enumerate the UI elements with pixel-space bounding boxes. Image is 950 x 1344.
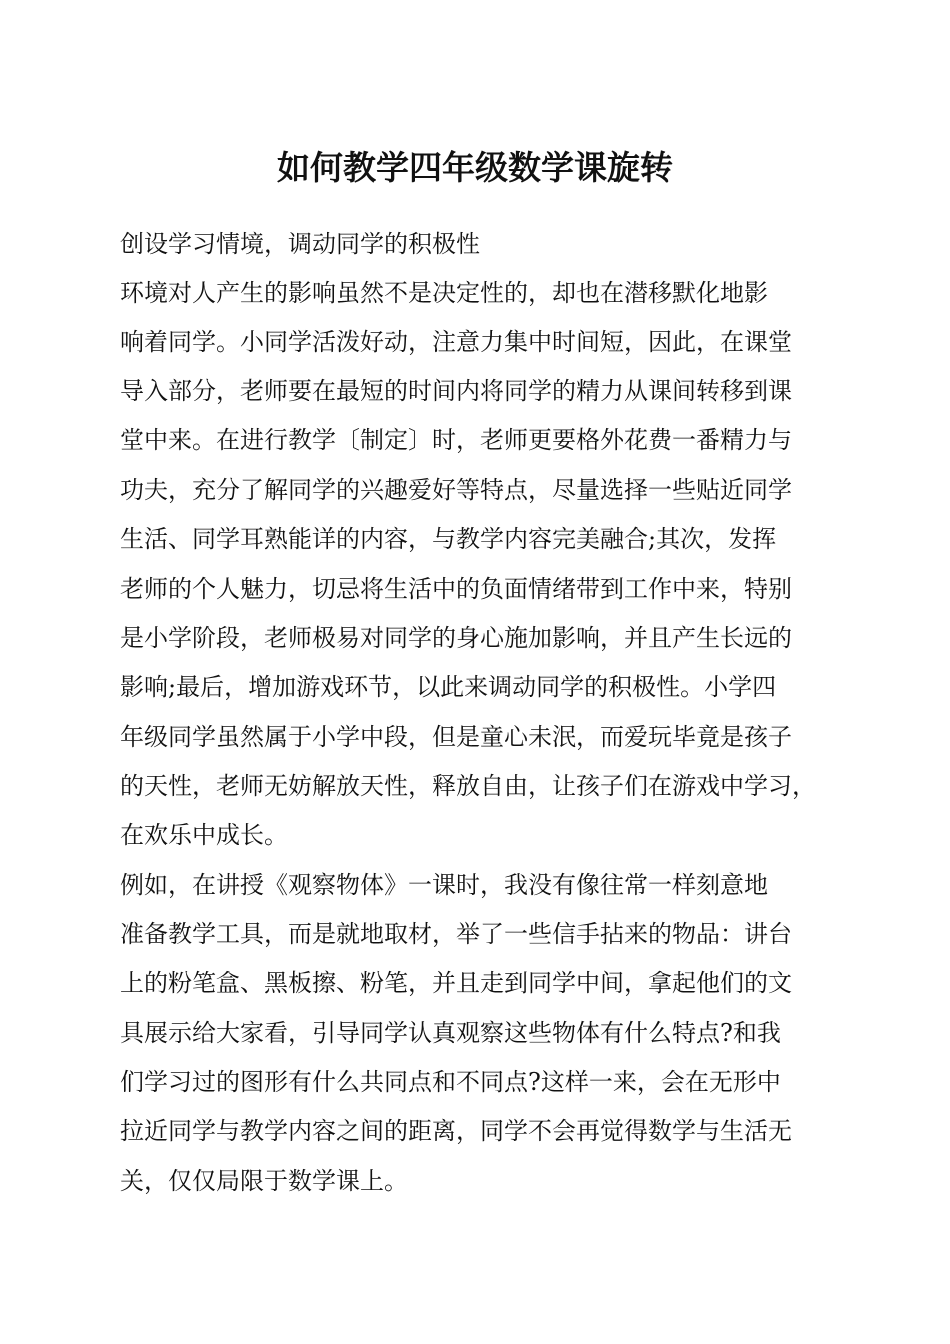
paragraph-line: 的天性，老师无妨解放天性，释放自由，让孩子们在游戏中学习， — [120, 772, 816, 800]
paragraph-line: 影响;最后，增加游戏环节，以此来调动同学的积极性。小学四 — [120, 673, 777, 701]
paragraph-line: 环境对人产生的影响虽然不是决定性的，却也在潜移默化地影 — [120, 279, 768, 307]
paragraph-line: 生活、同学耳熟能详的内容，与教学内容完美融合;其次，发挥 — [120, 525, 777, 553]
paragraph-line: 准备教学工具，而是就地取材，举了一些信手拈来的物品：讲台 — [120, 920, 792, 948]
paragraph-line: 具展示给大家看，引导同学认真观察这些物体有什么特点?和我 — [120, 1019, 781, 1047]
paragraph-line: 上的粉笔盒、黑板擦、粉笔，并且走到同学中间，拿起他们的文 — [120, 969, 792, 997]
section-heading: 创设学习情境，调动同学的积极性 — [120, 230, 480, 258]
paragraph-line: 堂中来。在进行教学〔制定〕时，老师更要格外花费一番精力与 — [120, 426, 792, 454]
paragraph-line: 拉近同学与教学内容之间的距离，同学不会再觉得数学与生活无 — [120, 1117, 792, 1145]
document-title: 如何教学四年级数学课旋转 — [277, 148, 673, 187]
paragraph-line: 是小学阶段，老师极易对同学的身心施加影响，并且产生长远的 — [120, 624, 792, 652]
paragraph-line: 在欢乐中成长。 — [120, 821, 288, 849]
paragraph-line: 导入部分，老师要在最短的时间内将同学的精力从课间转移到课 — [120, 377, 792, 405]
paragraph-line: 关，仅仅局限于数学课上。 — [120, 1167, 408, 1195]
paragraph-line: 年级同学虽然属于小学中段，但是童心未泯，而爱玩毕竟是孩子 — [120, 723, 792, 751]
paragraph-line: 响着同学。小同学活泼好动，注意力集中时间短，因此，在课堂 — [120, 328, 792, 356]
paragraph-line: 例如，在讲授《观察物体》一课时，我没有像往常一样刻意地 — [120, 871, 768, 899]
paragraph-line: 功夫，充分了解同学的兴趣爱好等特点，尽量选择一些贴近同学 — [120, 476, 792, 504]
paragraph-line: 们学习过的图形有什么共同点和不同点?这样一来，会在无形中 — [120, 1068, 781, 1096]
paragraph-line: 老师的个人魅力，切忌将生活中的负面情绪带到工作中来，特别 — [120, 575, 792, 603]
